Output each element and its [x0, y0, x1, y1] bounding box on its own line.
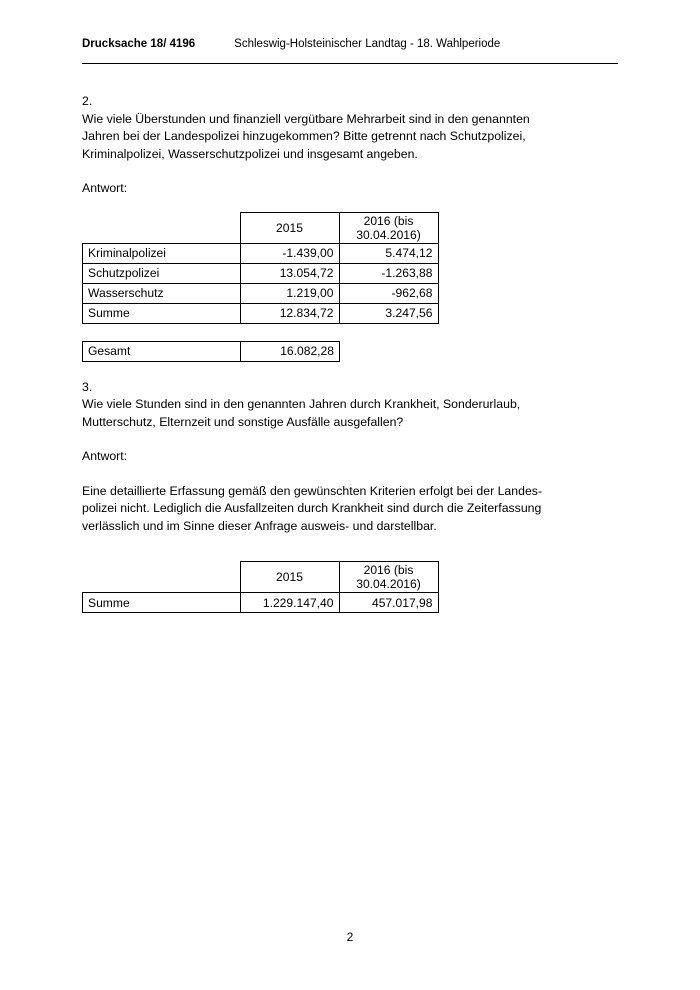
row-label: Summe — [83, 593, 241, 613]
table-row — [83, 283, 439, 303]
question-3-answer-label: Antwort: — [82, 449, 128, 463]
row-value-2016: -1.263,88 — [339, 263, 438, 283]
gesamt-table — [82, 341, 340, 362]
spacer — [82, 431, 618, 448]
header-landtag: Schleswig-Holsteinischer Landtag - 18. Wahlperiode — [234, 38, 501, 50]
spacer — [82, 535, 618, 552]
question-3-line-2: Mutterschutz, Elternzeit und sonstige Ausfälle ausgefallen? — [82, 414, 404, 429]
spacer — [82, 362, 618, 379]
question-2-line-2: Jahren bei der Landespolizei hinzugekommen? Bitte getrennt nach Schutzpolizei, — [82, 129, 526, 143]
page-header — [82, 38, 618, 50]
overtime-table — [82, 212, 439, 324]
question-3-answer-line-1: Eine detaillierte Erfassung gemäß den gewünschten Kriterien erfolgt bei der Landes- — [82, 483, 543, 498]
question-2-number: 2. — [82, 94, 93, 108]
table-row — [83, 263, 439, 283]
row-value-2015: 12.834,72 — [240, 303, 339, 323]
row-value-2015: -1.439,00 — [240, 243, 339, 263]
table-row — [83, 593, 439, 613]
row-value-2016: 5.474,12 — [339, 243, 438, 263]
row-value-2016: 457.017,98 — [339, 593, 438, 613]
row-value-2015: 1.229.147,40 — [240, 593, 339, 613]
table-corner-cell — [83, 562, 241, 593]
gesamt-value: 16.082,28 — [241, 341, 340, 361]
spacer — [82, 324, 618, 341]
question-3-line-1: Wie viele Stunden sind in den genannten Jahren durch Krankheit, Sonderurlaub, — [82, 397, 521, 411]
row-label: Kriminalpolizei — [83, 243, 241, 263]
table-header-2016-line1: 2016 (bis — [363, 563, 414, 577]
question-3-number: 3. — [82, 379, 93, 394]
table-header-2015: 2015 — [240, 212, 339, 243]
table-row — [83, 303, 439, 323]
gesamt-label: Gesamt — [83, 341, 241, 361]
row-value-2016: -962,68 — [339, 283, 438, 303]
question-2-answer-label: Antwort: — [82, 181, 128, 195]
row-value-2015: 13.054,72 — [240, 263, 339, 283]
table-header-2016-line2: 30.04.2016) — [356, 577, 421, 591]
question-2-line-3: Kriminalpolizei, Wasserschutzpolizei und insgesamt angeben. — [82, 146, 418, 161]
spacer — [82, 552, 618, 561]
row-label: Wasserschutz — [83, 283, 241, 303]
header-drucksache: Drucksache 18/ 4196 — [82, 38, 196, 50]
row-label: Schutzpolizei — [83, 263, 241, 283]
row-label: Summe — [83, 303, 241, 323]
spacer — [82, 466, 618, 483]
question-2-line-1: Wie viele Überstunden und finanziell vergütbare Mehrarbeit sind in den genannten — [82, 111, 530, 126]
row-value-2016: 3.247,56 — [339, 303, 438, 323]
table-header-row — [83, 212, 439, 243]
table-header-2016 — [339, 212, 438, 243]
header-divider — [82, 63, 618, 64]
question-3-answer-line-2: polizei nicht. Lediglich die Ausfallzeiten durch Krankheit sind durch die Zeiterfassung — [82, 501, 542, 515]
table-header-2016 — [339, 562, 438, 593]
table-row — [83, 243, 439, 263]
table-corner-cell — [83, 212, 241, 243]
page-number: 2 — [346, 930, 354, 944]
spacer — [82, 198, 618, 212]
table-header-row — [83, 562, 439, 593]
document-content — [82, 93, 618, 613]
table-header-2016-line1: 2016 (bis — [363, 213, 414, 228]
table-header-2015: 2015 — [240, 562, 339, 593]
krankheit-table — [82, 561, 439, 613]
spacer — [82, 163, 618, 180]
table-header-2016-line2: 30.04.2016) — [356, 227, 421, 242]
row-value-2015: 1.219,00 — [240, 283, 339, 303]
question-3-answer-line-3: verlässlich und im Sinne dieser Anfrage ausweis- und darstellbar. — [82, 518, 437, 533]
table-row — [83, 341, 340, 361]
